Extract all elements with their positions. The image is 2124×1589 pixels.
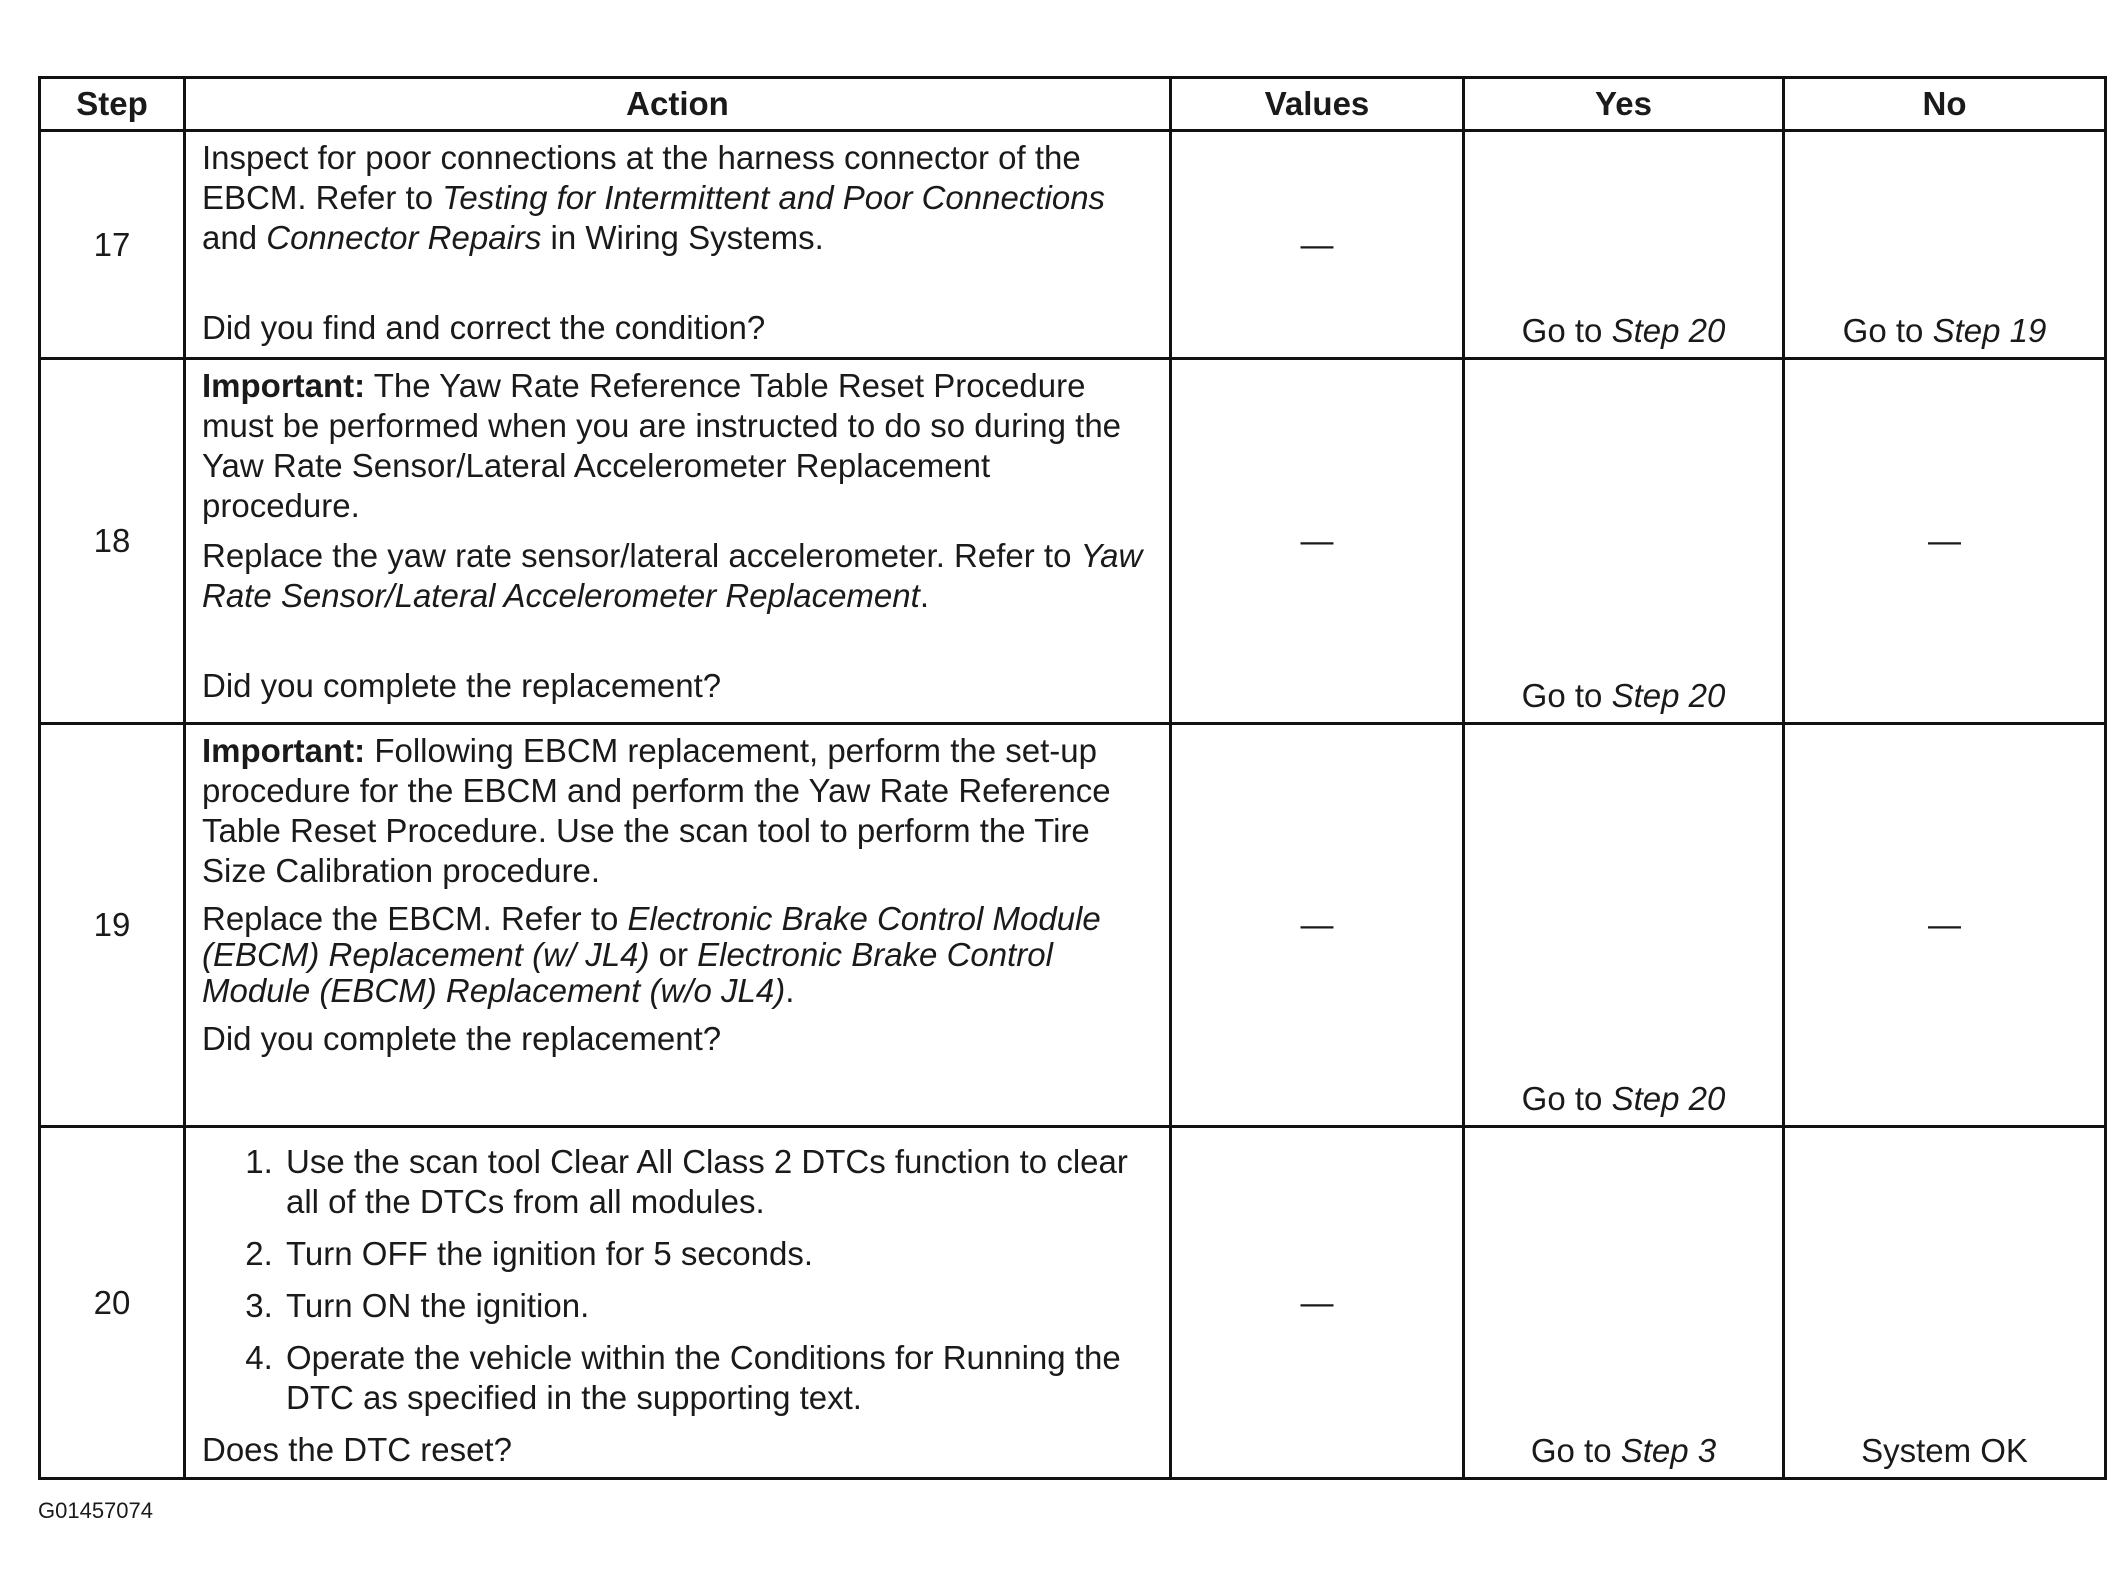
values-cell: — [1171, 724, 1464, 1127]
no-cell: Go to Step 19 [1784, 131, 2106, 359]
yes-step-ref: Step 20 [1611, 312, 1726, 349]
header-row [40, 78, 2106, 131]
important-note: Important: The Yaw Rate Reference Table Reset Procedure must be performed when you are instructed to do so during the Yaw Rate Sensor/Lateral Accelerometer Replacement procedure. [202, 367, 1122, 524]
action-cell [185, 1127, 1171, 1479]
yes-step-ref: Step 20 [1611, 677, 1726, 714]
values-cell: — [1171, 1127, 1464, 1479]
action-question: Did you complete the replacement? [202, 667, 722, 704]
yes-cell: Go to Step 3 [1464, 1127, 1784, 1479]
header-yes: Yes [1464, 78, 1784, 131]
reference-link: Yaw Rate Sensor/Lateral Accelerometer Replacement [202, 537, 1143, 614]
header-step: Step [40, 78, 185, 131]
action-question: Did you complete the replacement? [202, 1020, 722, 1057]
action-paragraph: Replace the yaw rate sensor/lateral accelerometer. Refer to Yaw Rate Sensor/Lateral Accelerometer Replacement. [202, 537, 1143, 614]
no-cell: — [1784, 359, 2106, 724]
action-cell [185, 724, 1171, 1127]
header-action: Action [185, 78, 1171, 131]
reference-link: Electronic Brake Control Module (EBCM) Replacement (w/o JL4) [202, 936, 1053, 1009]
action-paragraph: Replace the EBCM. Refer to Electronic Brake Control Module (EBCM) Replacement (w/ JL4) or Electronic Brake Control Module (EBCM) Replacement (w/o JL4). [202, 900, 1101, 1009]
reference-link: Testing for Intermittent and Poor Connections [442, 179, 1106, 216]
step-number: 18 [40, 359, 185, 724]
important-label: Important: [202, 732, 366, 769]
step-number: 19 [40, 724, 185, 1127]
yes-cell: Go to Step 20 [1464, 724, 1784, 1127]
action-question: Did you find and correct the condition? [202, 309, 766, 346]
header-values: Values [1171, 78, 1464, 131]
yes-cell: Go to Step 20 [1464, 359, 1784, 724]
reference-link: Electronic Brake Control Module (EBCM) Replacement (w/ JL4) [202, 900, 1101, 973]
action-cell [185, 131, 1171, 359]
no-cell: — [1784, 724, 2106, 1127]
list-item: 2. Turn OFF the ignition for 5 seconds. [282, 1234, 1153, 1274]
important-note: Important: Following EBCM replacement, perform the set-up procedure for the EBCM and perform the Yaw Rate Reference Table Reset Procedure. Use the scan tool to perform the Tire Size Calibration procedure. [202, 732, 1111, 889]
action-cell [185, 359, 1171, 724]
action-step-list [202, 1142, 1153, 1418]
values-cell: — [1171, 131, 1464, 359]
header-no: No [1784, 78, 2106, 131]
table-row-step-18 [40, 359, 2106, 724]
list-item: 3. Turn ON the ignition. [282, 1286, 1153, 1326]
values-cell: — [1171, 359, 1464, 724]
yes-cell: Go to Step 20 [1464, 131, 1784, 359]
no-cell: System OK [1784, 1127, 2106, 1479]
important-label: Important: [202, 367, 366, 404]
action-question: Does the DTC reset? [202, 1431, 512, 1468]
step-number: 20 [40, 1127, 185, 1479]
table-row-step-17 [40, 131, 2106, 359]
diagnostic-table [38, 76, 2107, 1480]
no-step-ref: Step 19 [1932, 312, 2047, 349]
step-number: 17 [40, 131, 185, 359]
figure-id: G01457074 [38, 1498, 153, 1523]
list-item: 1. Use the scan tool Clear All Class 2 DTCs function to clear all of the DTCs from all modules. [282, 1142, 1153, 1222]
table-row-step-19 [40, 724, 2106, 1127]
yes-step-ref: Step 3 [1620, 1432, 1717, 1469]
yes-step-ref: Step 20 [1611, 1080, 1726, 1117]
table-row-step-20 [40, 1127, 2106, 1479]
reference-link: Connector Repairs [266, 219, 542, 256]
list-item: 4. Operate the vehicle within the Conditions for Running the DTC as specified in the supporting text. [282, 1338, 1153, 1418]
action-paragraph: Inspect for poor connections at the harness connector of the EBCM. Refer to Testing for Intermittent and Poor Connections and Connector Repairs in Wiring Systems. [202, 139, 1106, 256]
